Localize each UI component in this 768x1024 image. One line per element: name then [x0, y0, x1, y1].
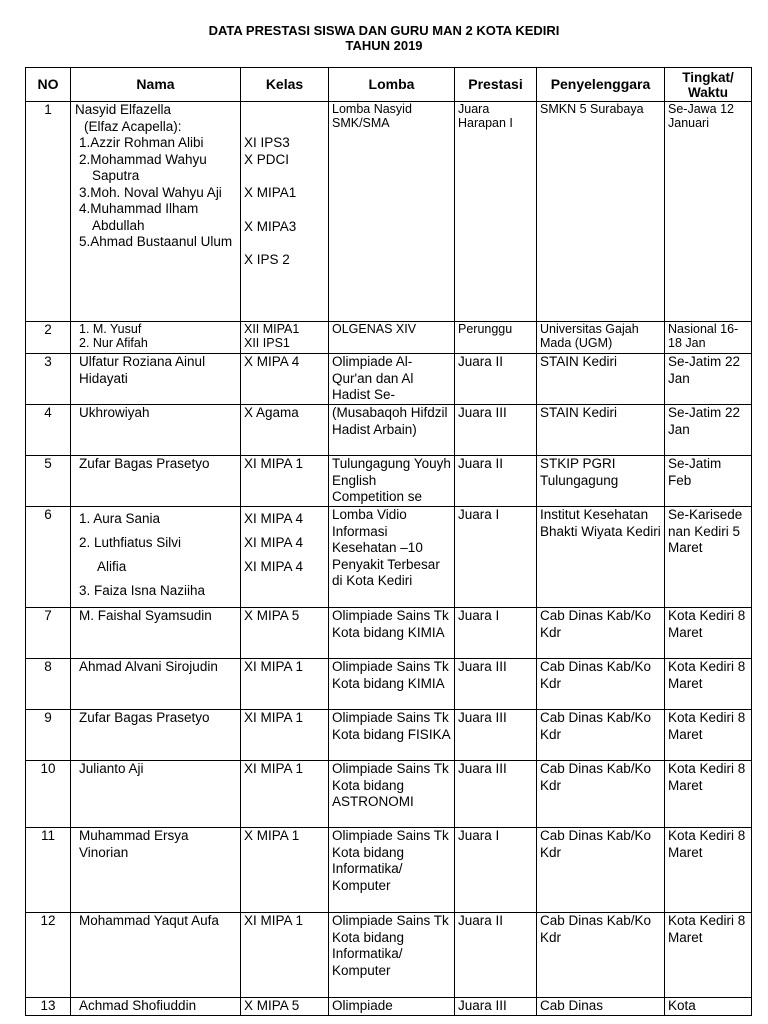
cell-prestasi: Juara I: [455, 608, 537, 659]
cell-kelas: XI MIPA 1: [241, 913, 329, 998]
cell-lomba: Olimpiade Sains Tk Kota bidang KIMIA: [329, 608, 455, 659]
cell-nama: Ulfatur Roziana Ainul Hidayati: [71, 354, 241, 405]
cell-lomba: Lomba Vidio Informasi Kesehatan –10 Penyakit Terbesar di Kota Kediri: [329, 507, 455, 608]
cell-nama: Ukhrowiyah: [71, 405, 241, 456]
cell-penyelenggara: Cab Dinas Kab/Ko Kdr: [537, 659, 665, 710]
header-prestasi: Prestasi: [455, 68, 537, 102]
cell-kelas: X Agama: [241, 405, 329, 456]
table-row: [26, 608, 752, 659]
cell-kelas: XI MIPA 1: [241, 761, 329, 828]
table-row: [26, 913, 752, 998]
cell-prestasi: Juara III: [455, 710, 537, 761]
cell-kelas: X MIPA 5: [241, 608, 329, 659]
table-row: [26, 998, 752, 1016]
cell-penyelenggara: SMKN 5 Surabaya: [537, 102, 665, 322]
member-name: 1. M. Yusuf: [79, 322, 142, 336]
cell-prestasi: Juara III: [455, 405, 537, 456]
cell-no: 3: [26, 354, 71, 405]
member-name: Alifia: [97, 559, 127, 574]
cell-tingkat: Kota Kediri 8 Maret: [665, 913, 752, 998]
cell-tingkat: Nasional 16-18 Jan: [665, 322, 752, 354]
cell-tingkat: Kota: [665, 998, 752, 1016]
member-name: 3. Faiza Isna Naziiha: [79, 583, 206, 598]
cell-lomba: OLGENAS XIV: [329, 322, 455, 354]
cell-nama: Achmad Shofiuddin: [71, 998, 241, 1016]
kelas-value: X MIPA3: [244, 218, 297, 234]
member-name: 1. Aura Sania: [79, 511, 161, 526]
cell-no: 1: [26, 102, 71, 322]
kelas-value: XI MIPA 4: [244, 535, 304, 550]
member-name: 1.Azzir Rohman Alibi: [79, 135, 204, 150]
cell-kelas: X MIPA 4: [241, 354, 329, 405]
cell-no: 2: [26, 322, 71, 354]
cell-tingkat: Kota Kediri 8 Maret: [665, 659, 752, 710]
kelas-value: XI IPS3: [244, 135, 290, 150]
cell-lomba: Olimpiade Sains Tk Kota bidang FISIKA: [329, 710, 455, 761]
cell-kelas: XI MIPA 1: [241, 710, 329, 761]
table-row: [26, 405, 752, 456]
cell-prestasi: Juara II: [455, 354, 537, 405]
header-lomba: Lomba: [329, 68, 455, 102]
cell-tingkat: Se-Karisedenan Kediri 5 Maret: [665, 507, 752, 608]
cell-nama: Muhammad Ersya Vinorian: [71, 828, 241, 913]
cell-penyelenggara: Cab Dinas: [537, 998, 665, 1016]
cell-tingkat: Se-Jatim 22 Jan: [665, 405, 752, 456]
kelas-value: X PDCI: [244, 151, 290, 167]
cell-no: 13: [26, 998, 71, 1016]
table-row: [26, 507, 752, 608]
cell-no: 4: [26, 405, 71, 456]
document-title: DATA PRESTASI SISWA DAN GURU MAN 2 KOTA KEDIRI: [208, 23, 560, 38]
group-name: Nasyid Elfazella: [75, 102, 172, 117]
cell-kelas: [241, 507, 329, 608]
cell-no: 10: [26, 761, 71, 828]
table-row: [26, 828, 752, 913]
cell-prestasi: Juara II: [455, 913, 537, 998]
cell-penyelenggara: STAIN Kediri: [537, 405, 665, 456]
cell-prestasi: Juara III: [455, 659, 537, 710]
cell-tingkat: Se-Jatim Feb: [665, 456, 752, 507]
cell-lomba: Olimpiade Sains Tk Kota bidang Informatika/ Komputer: [329, 913, 455, 998]
cell-penyelenggara: Cab Dinas Kab/Ko Kdr: [537, 608, 665, 659]
cell-penyelenggara: Universitas Gajah Mada (UGM): [537, 322, 665, 354]
cell-nama: Zufar Bagas Prasetyo: [71, 456, 241, 507]
member-name: 5.Ahmad Bustaanul Ulum: [79, 234, 233, 249]
cell-prestasi: Perunggu: [455, 322, 537, 354]
cell-tingkat: Se-Jawa 12 Januari: [665, 102, 752, 322]
cell-kelas: [241, 322, 329, 354]
kelas-value: XI MIPA 4: [244, 559, 304, 574]
cell-kelas: [241, 102, 329, 322]
cell-penyelenggara: Cab Dinas Kab/Ko Kdr: [537, 913, 665, 998]
member-name: 4.Muhammad Ilham Abdullah: [79, 201, 199, 233]
table-row: [26, 710, 752, 761]
member-name: 2. Nur Afifah: [79, 336, 148, 350]
cell-penyelenggara: Cab Dinas Kab/Ko Kdr: [537, 828, 665, 913]
cell-no: 12: [26, 913, 71, 998]
group-subname: (Elfaz Acapella):: [84, 118, 182, 134]
table-row: [26, 456, 752, 507]
cell-prestasi: Juara III: [455, 761, 537, 828]
cell-prestasi: Juara I: [455, 828, 537, 913]
cell-lomba: Olimpiade Sains Tk Kota bidang KIMIA: [329, 659, 455, 710]
cell-no: 11: [26, 828, 71, 913]
cell-penyelenggara: STKIP PGRI Tulungagung: [537, 456, 665, 507]
cell-lomba: Tulungagung Youyh English Competition se: [329, 456, 455, 507]
cell-penyelenggara: Cab Dinas Kab/Ko Kdr: [537, 710, 665, 761]
table-header-row: [26, 68, 752, 102]
document-year: TAHUN 2019: [345, 38, 423, 53]
cell-nama: Ahmad Alvani Sirojudin: [71, 659, 241, 710]
cell-lomba: (Musabaqoh Hifdzil Hadist Arbain): [329, 405, 455, 456]
table-row: [26, 102, 752, 322]
kelas-value: XII MIPA1: [244, 322, 300, 336]
table-row: [26, 761, 752, 828]
cell-no: 6: [26, 507, 71, 608]
cell-prestasi: Juara Harapan I: [455, 102, 537, 322]
cell-lomba: Olimpiade Sains Tk Kota bidang Informatika/ Komputer: [329, 828, 455, 913]
table-row: [26, 354, 752, 405]
cell-nama: Zufar Bagas Prasetyo: [71, 710, 241, 761]
kelas-value: X MIPA1: [244, 185, 297, 200]
cell-penyelenggara: STAIN Kediri: [537, 354, 665, 405]
table-row: [26, 659, 752, 710]
cell-prestasi: Juara II: [455, 456, 537, 507]
achievement-table: [25, 67, 752, 1016]
cell-no: 9: [26, 710, 71, 761]
cell-tingkat: Kota Kediri 8 Maret: [665, 608, 752, 659]
cell-kelas: XI MIPA 1: [241, 659, 329, 710]
cell-lomba: Lomba Nasyid SMK/SMA: [329, 102, 455, 322]
cell-nama: [71, 507, 241, 608]
cell-tingkat: Kota Kediri 8 Maret: [665, 828, 752, 913]
cell-no: 8: [26, 659, 71, 710]
cell-nama: [71, 102, 241, 322]
member-name: 2. Luthfiatus Silvi: [79, 535, 182, 550]
cell-tingkat: Kota Kediri 8 Maret: [665, 710, 752, 761]
table-row: [26, 322, 752, 354]
cell-no: 5: [26, 456, 71, 507]
kelas-value: X IPS 2: [244, 252, 290, 267]
cell-nama: M. Faishal Syamsudin: [71, 608, 241, 659]
header-nama: Nama: [71, 68, 241, 102]
cell-lomba: Olimpiade Al-Qur'an dan Al Hadist Se-: [329, 354, 455, 405]
cell-tingkat: Kota Kediri 8 Maret: [665, 761, 752, 828]
cell-nama: [71, 322, 241, 354]
cell-nama: Mohammad Yaqut Aufa: [71, 913, 241, 998]
cell-tingkat: Se-Jatim 22 Jan: [665, 354, 752, 405]
header-tingkat: Tingkat/ Waktu: [665, 68, 752, 102]
member-name: 2.Mohammad Wahyu Saputra: [79, 151, 207, 183]
cell-penyelenggara: Institut Kesehatan Bhakti Wiyata Kediri: [537, 507, 665, 608]
cell-kelas: X MIPA 5: [241, 998, 329, 1016]
kelas-value: XI MIPA 4: [244, 511, 304, 526]
cell-kelas: X MIPA 1: [241, 828, 329, 913]
header-penyelenggara: Penyelenggara: [537, 68, 665, 102]
cell-prestasi: Juara III: [455, 998, 537, 1016]
cell-penyelenggara: Cab Dinas Kab/Ko Kdr: [537, 761, 665, 828]
header-no: NO: [26, 68, 71, 102]
member-name: 3.Moh. Noval Wahyu Aji: [79, 184, 222, 200]
cell-prestasi: Juara I: [455, 507, 537, 608]
cell-kelas: XI MIPA 1: [241, 456, 329, 507]
header-kelas: Kelas: [241, 68, 329, 102]
kelas-value: XII IPS1: [244, 336, 290, 350]
cell-no: 7: [26, 608, 71, 659]
cell-lomba: Olimpiade Sains Tk Kota bidang ASTRONOMI: [329, 761, 455, 828]
cell-lomba: Olimpiade: [329, 998, 455, 1016]
cell-nama: Julianto Aji: [71, 761, 241, 828]
